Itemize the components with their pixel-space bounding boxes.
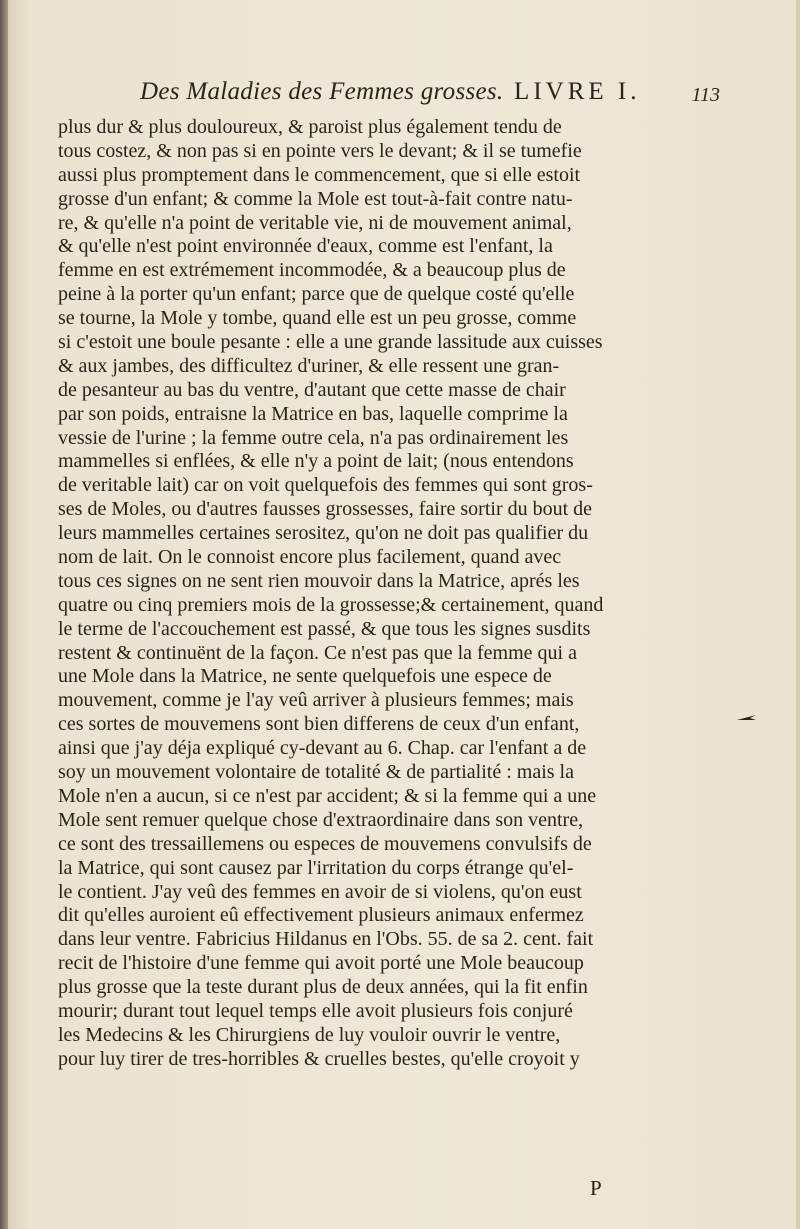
text-line: re, & qu'elle n'a point de veritable vie, ni de mouvement animal, xyxy=(58,211,572,234)
page-number: 113 xyxy=(691,84,720,106)
text-line: nom de lait. On le connoist encore plus facilement, quand avec xyxy=(58,546,562,569)
text-line: de veritable lait) car on voit quelquefois des femmes qui sont gros- xyxy=(58,474,593,497)
text-line: mammelles si enflées, & elle n'y a point de lait; (nous entendons xyxy=(58,450,574,473)
text-line: ces sortes de mouvemens sont bien differens de ceux d'un enfant, xyxy=(58,713,580,736)
page-edge xyxy=(796,0,800,1229)
running-header xyxy=(140,78,720,112)
text-line: ses de Moles, ou d'autres fausses grossesses, faire sortir du bout de xyxy=(58,498,593,521)
text-line: leurs mammelles certaines serositez, qu'on ne doit pas qualifier du xyxy=(58,522,589,545)
text-line: tous costez, & non pas si en pointe vers le devant; & il se tumefie xyxy=(58,139,582,162)
text-line: par son poids, entraisne la Matrice en bas, laquelle comprime la xyxy=(58,402,568,425)
page-gutter-shadow xyxy=(0,0,8,1229)
text-line: peine à la porter qu'un enfant; parce que de quelque costé qu'elle xyxy=(58,283,575,306)
text-line: dit qu'elles auroient eû effectivement plusieurs animaux enfermez xyxy=(58,904,584,927)
text-line: dans leur ventre. Fabricius Hildanus en l'Obs. 55. de sa 2. cent. fait xyxy=(58,928,594,951)
text-line: de pesanteur au bas du ventre, d'autant que cette masse de chair xyxy=(58,378,566,401)
text-line: & aux jambes, des difficultez d'uriner, & elle ressent une gran- xyxy=(58,354,560,377)
text-line: quatre ou cinq premiers mois de la grossesse;& certainement, quand xyxy=(58,593,604,616)
text-line: femme en est extrémement incommodée, & a beaucoup plus de xyxy=(58,259,566,282)
text-line: & qu'elle n'est point environnée d'eaux, comme est l'enfant, la xyxy=(58,235,553,258)
text-line: vessie de l'urine ; la femme outre cela, n'a pas ordinairement les xyxy=(58,426,569,449)
text-line: Mole sent remuer quelque chose d'extraordinaire dans son ventre, xyxy=(58,808,584,831)
text-line: soy un mouvement volontaire de totalité & de partialité : mais la xyxy=(58,761,574,784)
book-number: LIVRE I. xyxy=(514,78,641,105)
running-title xyxy=(140,78,640,106)
text-line: le contient. J'ay veû des femmes en avoir de si violens, qu'on eust xyxy=(58,880,582,903)
body-text xyxy=(58,116,712,1072)
chapter-title: Des Maladies des Femmes grosses. xyxy=(140,78,504,105)
text-line: Mole n'en a aucun, si ce n'est par accident; & si la femme qui a une xyxy=(58,784,597,807)
text-line: recit de l'histoire d'une femme qui avoit porté une Mole beaucoup xyxy=(58,952,584,975)
text-line: grosse d'un enfant; & comme la Mole est tout-à-fait contre natu- xyxy=(58,187,573,210)
text-line: ainsi que j'ay déja expliqué cy-devant au 6. Chap. car l'enfant a de xyxy=(58,737,587,760)
text-line: plus dur & plus douloureux, & paroist plus également tendu de xyxy=(58,116,562,138)
text-line: pour luy tirer de tres-horribles & cruelles bestes, qu'elle croyoit y xyxy=(58,1047,580,1070)
text-line: tous ces signes on ne sent rien mouvoir dans la Matrice, aprés les xyxy=(58,569,580,592)
text-line: si c'estoit une boule pesante : elle a une grande lassitude aux cuisses xyxy=(58,331,603,354)
signature-mark: P xyxy=(590,1176,602,1200)
text-line: le terme de l'accouchement est passé, & que tous les signes susdits xyxy=(58,617,591,640)
text-line: ce sont des tressaillemens ou especes de mouvemens convulsifs de xyxy=(58,832,592,855)
text-line: une Mole dans la Matrice, ne sente quelquefois une espece de xyxy=(58,665,552,688)
margin-mark-icon xyxy=(736,714,758,722)
text-line: restent & continuënt de la façon. Ce n'est pas que la femme qui a xyxy=(58,641,577,664)
text-line: aussi plus promptement dans le commencement, que si elle estoit xyxy=(58,163,581,186)
text-line: les Medecins & les Chirurgiens de luy vouloir ouvrir le ventre, xyxy=(58,1023,561,1046)
text-line: plus grosse que la teste durant plus de deux années, qui la fit enfin xyxy=(58,976,588,999)
text-line: mourir; durant tout lequel temps elle avoit plusieurs fois conjuré xyxy=(58,999,573,1022)
text-line: se tourne, la Mole y tombe, quand elle est un peu grosse, comme xyxy=(58,307,577,330)
text-line: mouvement, comme je l'ay veû arriver à plusieurs femmes; mais xyxy=(58,689,574,712)
text-line: la Matrice, qui sont causez par l'irritation du corps étrange qu'el- xyxy=(58,856,574,879)
